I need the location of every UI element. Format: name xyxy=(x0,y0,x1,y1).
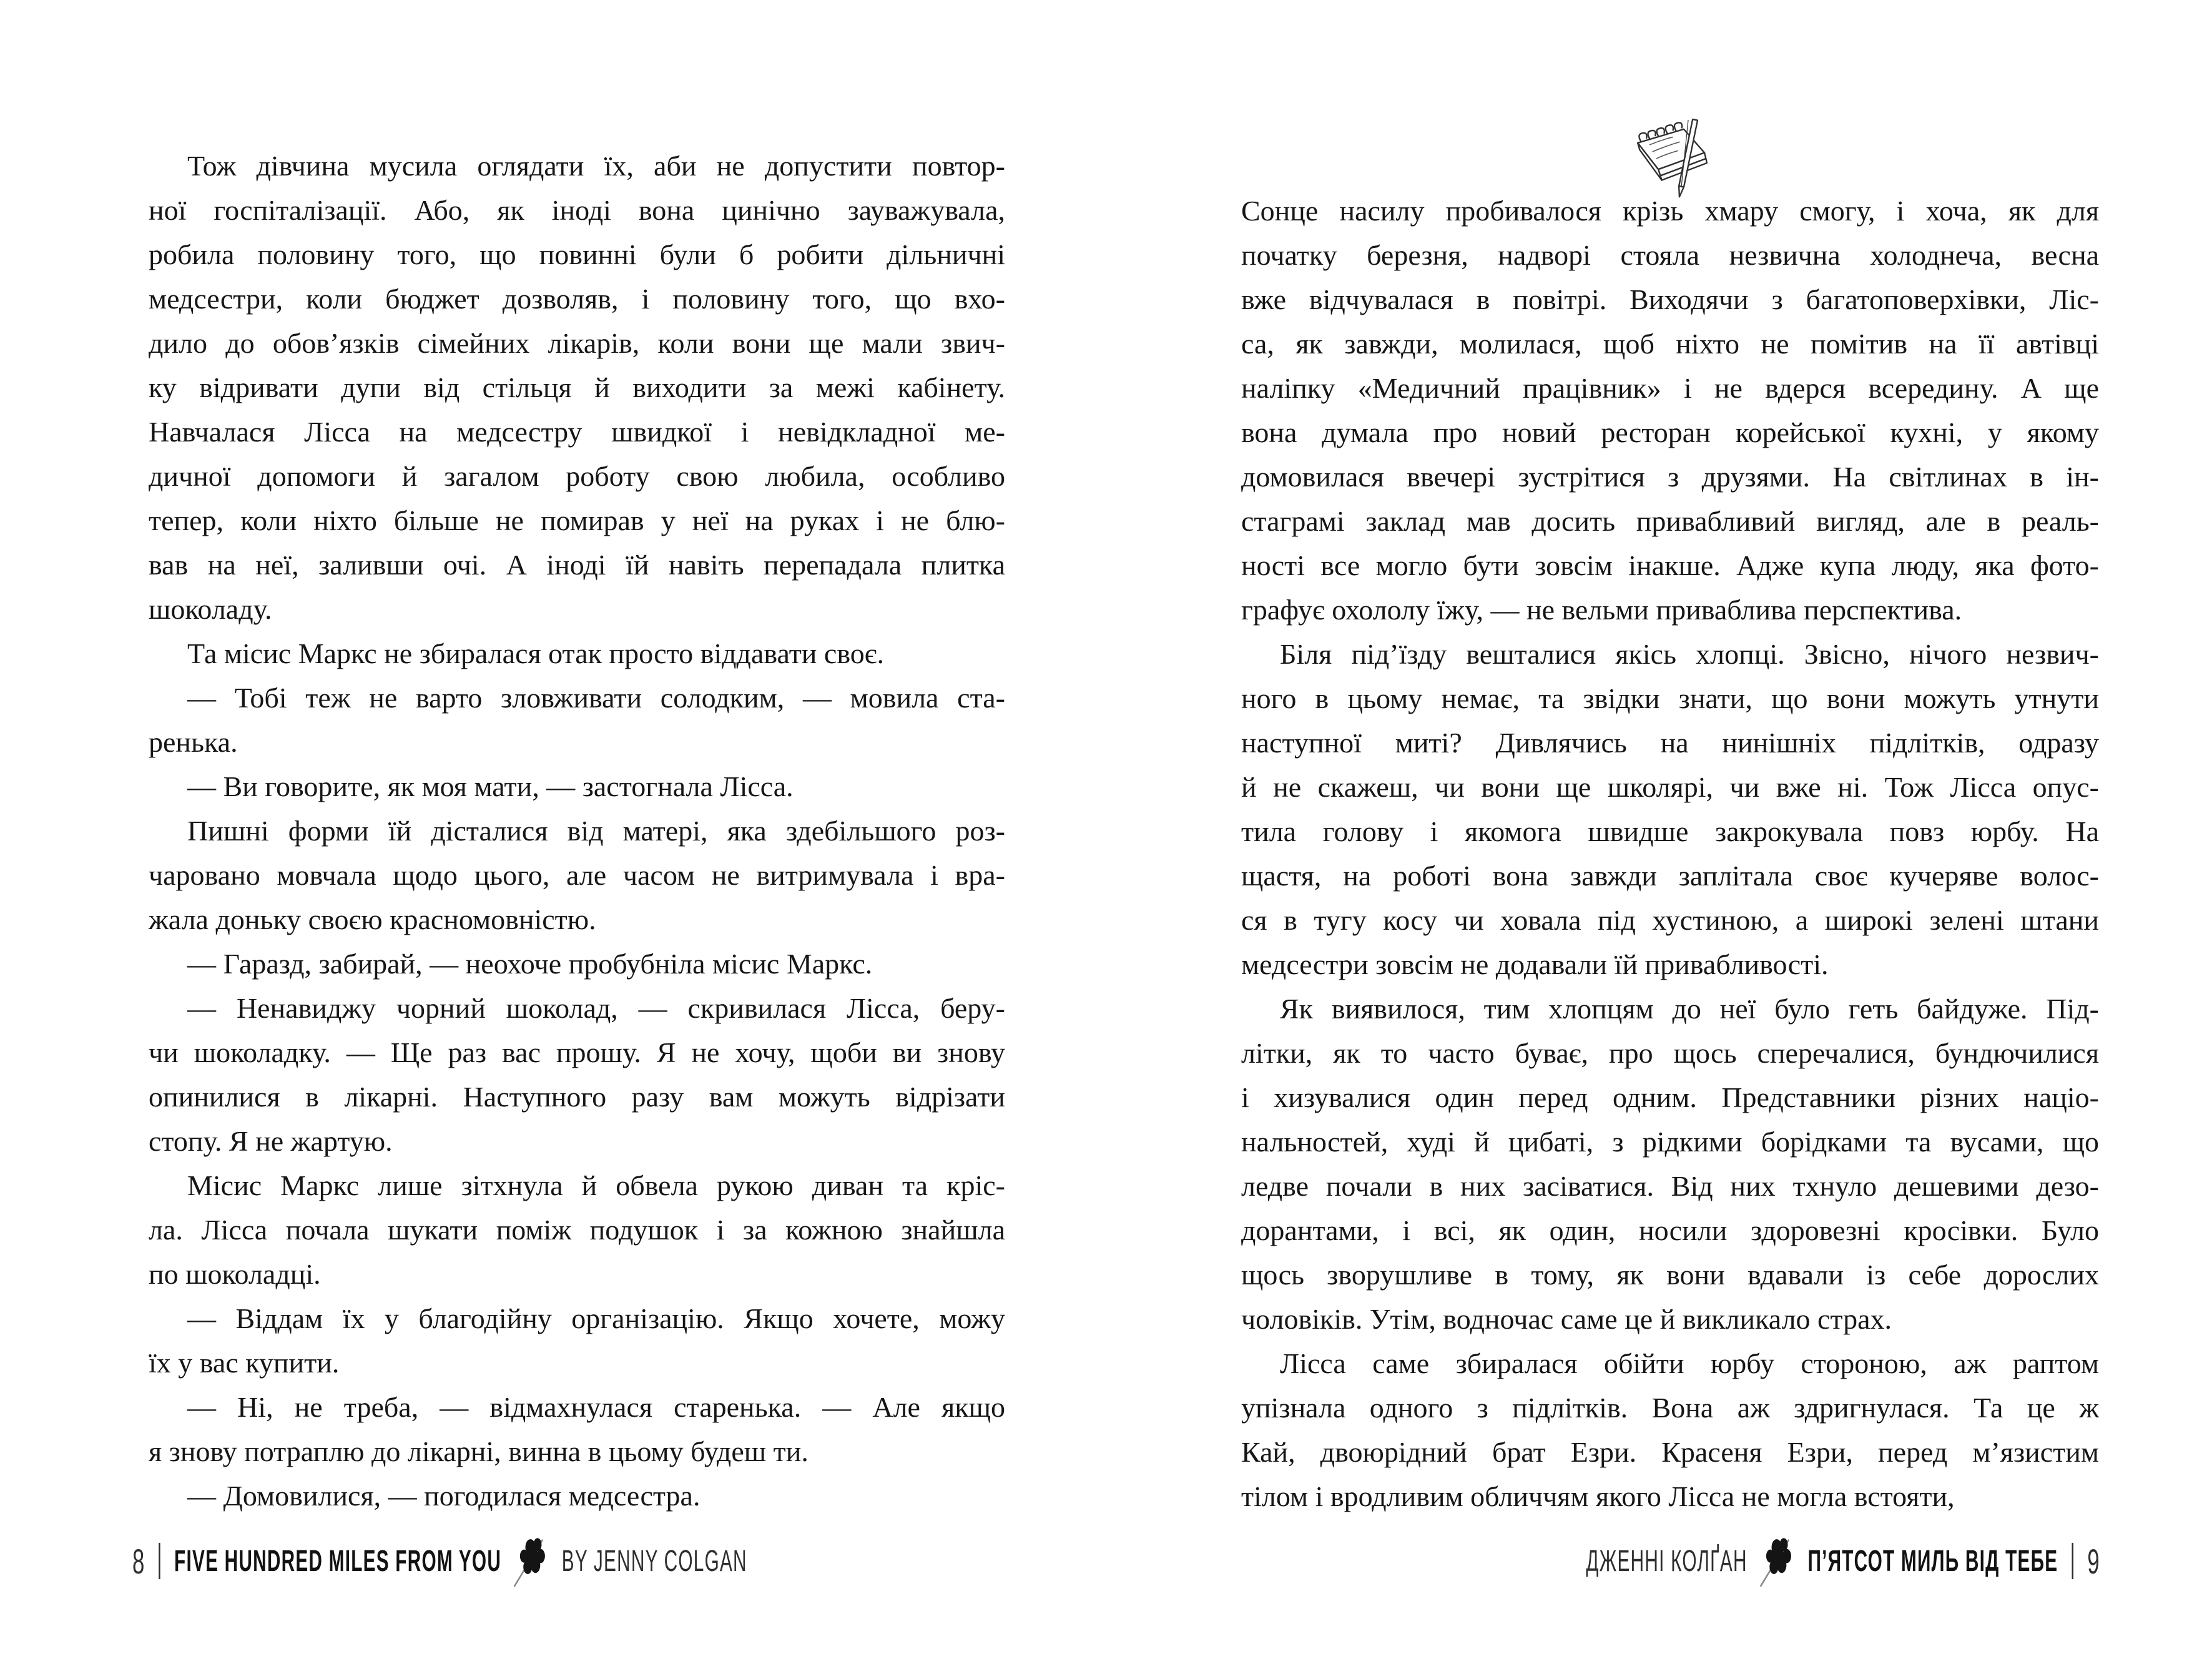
text-line: — Ні, не треба, — відмахнулася старенька. — Але якщо xyxy=(187,1391,1005,1423)
footer-book-title-en: FIVE HUNDRED MILES FROM YOU xyxy=(174,1544,502,1578)
oak-leaf-icon xyxy=(1759,1531,1796,1591)
text-line: шоколаду. xyxy=(149,593,272,625)
text-line: стопу. Я не жартую. xyxy=(149,1125,393,1157)
left-page-footer xyxy=(132,1541,747,1581)
text-line: домовилася ввечері зустрітися з друзями. На світлинах в ін- xyxy=(1241,461,2099,493)
text-line: — Тобі теж не варто зловживати солодким, — мовила ста- xyxy=(187,682,1005,714)
right-page-number: 9 xyxy=(2087,1541,2100,1581)
right-page-footer xyxy=(1586,1541,2100,1581)
text-line: ного в цьому немає, та звідки знати, що вони можуть утнути xyxy=(1241,682,2099,714)
footer-book-title-uk: П’ЯТСОТ МИЛЬ ВІД ТЕБЕ xyxy=(1807,1544,2058,1578)
text-line: Пишні форми їй дісталися від матері, яка здебільшого роз- xyxy=(187,815,1005,847)
text-line: і хизувалися один перед одним. Представники різних націо- xyxy=(1241,1081,2099,1113)
text-line: вав на неї, заливши очі. А іноді їй навіть перепадала плитка xyxy=(149,549,1005,581)
text-line: й не скажеш, чи вони ще школярі, чи вже ні. Тож Лісса опус- xyxy=(1241,771,2099,803)
text-line: Тож дівчина мусила оглядати їх, аби не допустити повтор- xyxy=(187,150,1005,182)
text-line: тила голову і якомога швидше закрокувала повз юрбу. На xyxy=(1241,815,2099,847)
text-line: дорантами, і всі, як один, носили здоровезні кросівки. Було xyxy=(1241,1214,2099,1246)
notepad-pencil-ornament xyxy=(1621,117,1719,200)
text-line: робила половину того, що повинні були б робити дільничні xyxy=(149,239,1005,270)
text-line: опинилися в лікарні. Наступного разу вам можуть відрізати xyxy=(149,1081,1005,1113)
text-line: тепер, коли ніхто більше не помирав у неї на руках і не блю- xyxy=(149,505,1005,536)
footer-author-uk: ДЖЕННІ КОЛҐАН xyxy=(1586,1544,1747,1578)
text-line: наліпку «Медичний працівник» і не вдерся всередину. А ще xyxy=(1241,372,2099,404)
text-line: ледве почали в них засіватися. Від них тхнуло дешевими дезо- xyxy=(1241,1170,2099,1202)
text-line: ку відривати дупи від стільця й виходити за межі кабінету. xyxy=(149,372,1005,403)
text-line: упізнала одного з підлітків. Вона аж здригнулася. Та це ж xyxy=(1241,1392,2099,1424)
text-line: дичної допомоги й загалом роботу свою любила, особливо xyxy=(149,460,1005,492)
text-line: наступної миті? Дивлячись на нинішніх підлітків, одразу xyxy=(1241,727,2099,759)
text-line: медсестри, коли бюджет дозволяв, і половину того, що вхо- xyxy=(149,283,1005,315)
footer-byline: BY JENNY COLGAN xyxy=(561,1544,747,1578)
text-line: їх у вас купити. xyxy=(149,1347,340,1379)
text-line: Навчалася Лісса на медсестру швидкої і невідкладної ме- xyxy=(149,416,1005,448)
text-line: — Гаразд, забирай, — неохоче пробубніла місис Маркс. xyxy=(187,948,873,980)
text-line: тілом і вродливим обличчям якого Лісса не могла встояти, xyxy=(1241,1480,1955,1512)
text-line: ренька. xyxy=(149,726,238,758)
text-line: вже відчувалася в повітрі. Виходячи з багатоповерхівки, Ліс- xyxy=(1241,283,2099,315)
text-line: щось зворушливе в тому, як вони вдавали із себе дорослих xyxy=(1241,1259,2099,1291)
text-line: — Ненавиджу чорний шоколад, — скривилася Лісса, беру- xyxy=(187,992,1005,1024)
left-page-text xyxy=(149,144,1005,1518)
footer-divider xyxy=(159,1543,160,1579)
text-line: літки, як то часто буває, про щось сперечалися, бундючилися xyxy=(1241,1037,2099,1069)
text-line: графує охололу їжу, — не вельми приваблива перспектива. xyxy=(1241,594,1962,626)
text-line: — Віддам їх у благодійну організацію. Якщо хочете, можу xyxy=(187,1302,1005,1334)
chapter-ornament-wrap xyxy=(1241,117,2099,200)
text-line: — Домовилися, — погодилася медсестра. xyxy=(187,1480,700,1512)
text-line: ла. Лісса почала шукати поміж подушок і за кожною знайшла xyxy=(149,1214,1005,1246)
text-line: по шоколадці. xyxy=(149,1258,321,1290)
text-line: вона думала про новий ресторан корейської кухні, у якому xyxy=(1241,416,2099,448)
text-line: чоловіків. Утім, водночас саме це й викликало страх. xyxy=(1241,1303,1892,1335)
text-line: Сонце насилу пробивалося крізь хмару смогу, і хоча, як для xyxy=(1241,195,2099,227)
footer-divider xyxy=(2072,1543,2073,1579)
text-line: я знову потраплю до лікарні, винна в цьому будеш ти. xyxy=(149,1435,809,1467)
text-line: — Ви говорите, як моя мати, — застогнала Лісса. xyxy=(187,770,794,802)
text-line: нальностей, худі й цибаті, з рідкими борідками та вусами, що xyxy=(1241,1126,2099,1158)
oak-leaf-icon xyxy=(513,1531,551,1591)
text-line: чаровано мовчала щодо цього, але часом не витримувала і вра- xyxy=(149,859,1005,891)
text-line: жала доньку своєю красномовністю. xyxy=(149,903,596,935)
text-line: чи шоколадку. — Ще раз вас прошу. Я не хочу, щоби ви знову xyxy=(149,1036,1005,1068)
text-line: стаграмі заклад мав досить привабливий вигляд, але в реаль- xyxy=(1241,505,2099,537)
text-line: ся в тугу косу чи ховала під хустиною, а широкі зелені штани xyxy=(1241,904,2099,936)
text-line: Лісса саме збиралася обійти юрбу стороною, аж раптом xyxy=(1280,1347,2099,1379)
text-line: дило до обов’язків сімейних лікарів, коли вони ще мали звич- xyxy=(149,327,1005,359)
text-line: са, як завжди, молилася, щоб ніхто не помітив на її автівці xyxy=(1241,328,2099,360)
text-line: медсестри зовсім не додавали їй привабливості. xyxy=(1241,948,1829,980)
text-line: Місис Маркс лише зітхнула й обвела рукою диван та кріс- xyxy=(187,1169,1005,1201)
right-page-text xyxy=(1241,189,2099,1519)
text-line: початку березня, надворі стояла незвична холоднеча, весна xyxy=(1241,239,2099,271)
text-line: ності все могло бути зовсім інакше. Адже купа люду, яка фото- xyxy=(1241,549,2099,581)
text-line: Як виявилося, тим хлопцям до неї було геть байдуже. Під- xyxy=(1280,993,2099,1025)
text-line: Кай, двоюрідний брат Езри. Красеня Езри, перед м’язистим xyxy=(1241,1436,2099,1468)
text-line: Та місис Маркс не збиралася отак просто віддавати своє. xyxy=(187,638,884,669)
text-line: ної госпіталізації. Або, як іноді вона цинічно зауважувала, xyxy=(149,194,1005,226)
text-line: щастя, на роботі вона завжди заплітала своє кучеряве волос- xyxy=(1241,860,2099,892)
left-page-number: 8 xyxy=(132,1541,145,1581)
text-line: Біля під’їзду вешталися якісь хлопці. Звісно, нічого незвич- xyxy=(1280,638,2099,670)
